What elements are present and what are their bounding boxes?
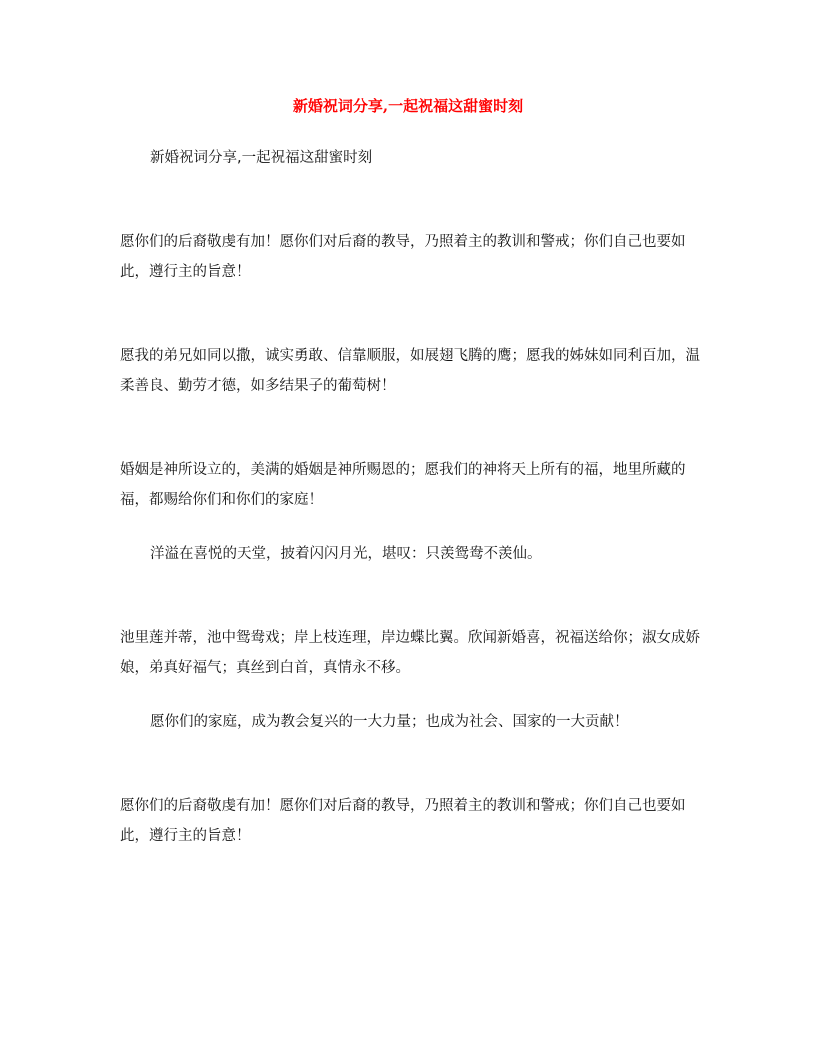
paragraph-blessing-siblings: 愿我的弟兄如同以撒，诚实勇敢、信靠顺服，如展翅飞腾的鹰；愿我的姊妹如同利百加，温柔善良、勤劳才德，如多结果子的葡萄树！	[120, 348, 700, 394]
paragraph-family: 愿你们的家庭，成为教会复兴的一大力量；也成为社会、国家的一大贡献！	[150, 714, 629, 730]
paragraph-heaven: 洋溢在喜悦的天堂，披着闪闪月光，堪叹：只羡鸳鸯不羡仙。	[150, 546, 542, 562]
paragraph-marriage: 婚姻是神所设立的，美满的婚姻是神所赐恩的；愿我们的神将天上所有的福，地里所藏的福，都赐给你们和你们的家庭！	[120, 462, 686, 508]
document-title: 新婚祝词分享,一起祝福这甜蜜时刻	[292, 97, 524, 115]
paragraph-blessing-descendants-repeat: 愿你们的后裔敬虔有加！愿你们对后裔的教导，乃照着主的教训和警戒；你们自己也要如此，遵行主的旨意！	[120, 798, 686, 844]
paragraph-intro: 新婚祝词分享,一起祝福这甜蜜时刻	[150, 150, 373, 166]
paragraph-lotus: 池里莲并蒂，池中鸳鸯戏；岸上枝连理，岸边蝶比翼。欣闻新婚喜，祝福送给你；淑女成娇娘，弟真好福气；真丝到白首，真情永不移。	[120, 630, 700, 676]
paragraph-blessing-descendants: 愿你们的后裔敬虔有加！愿你们对后裔的教导，乃照着主的教训和警戒；你们自己也要如此，遵行主的旨意！	[120, 234, 686, 280]
